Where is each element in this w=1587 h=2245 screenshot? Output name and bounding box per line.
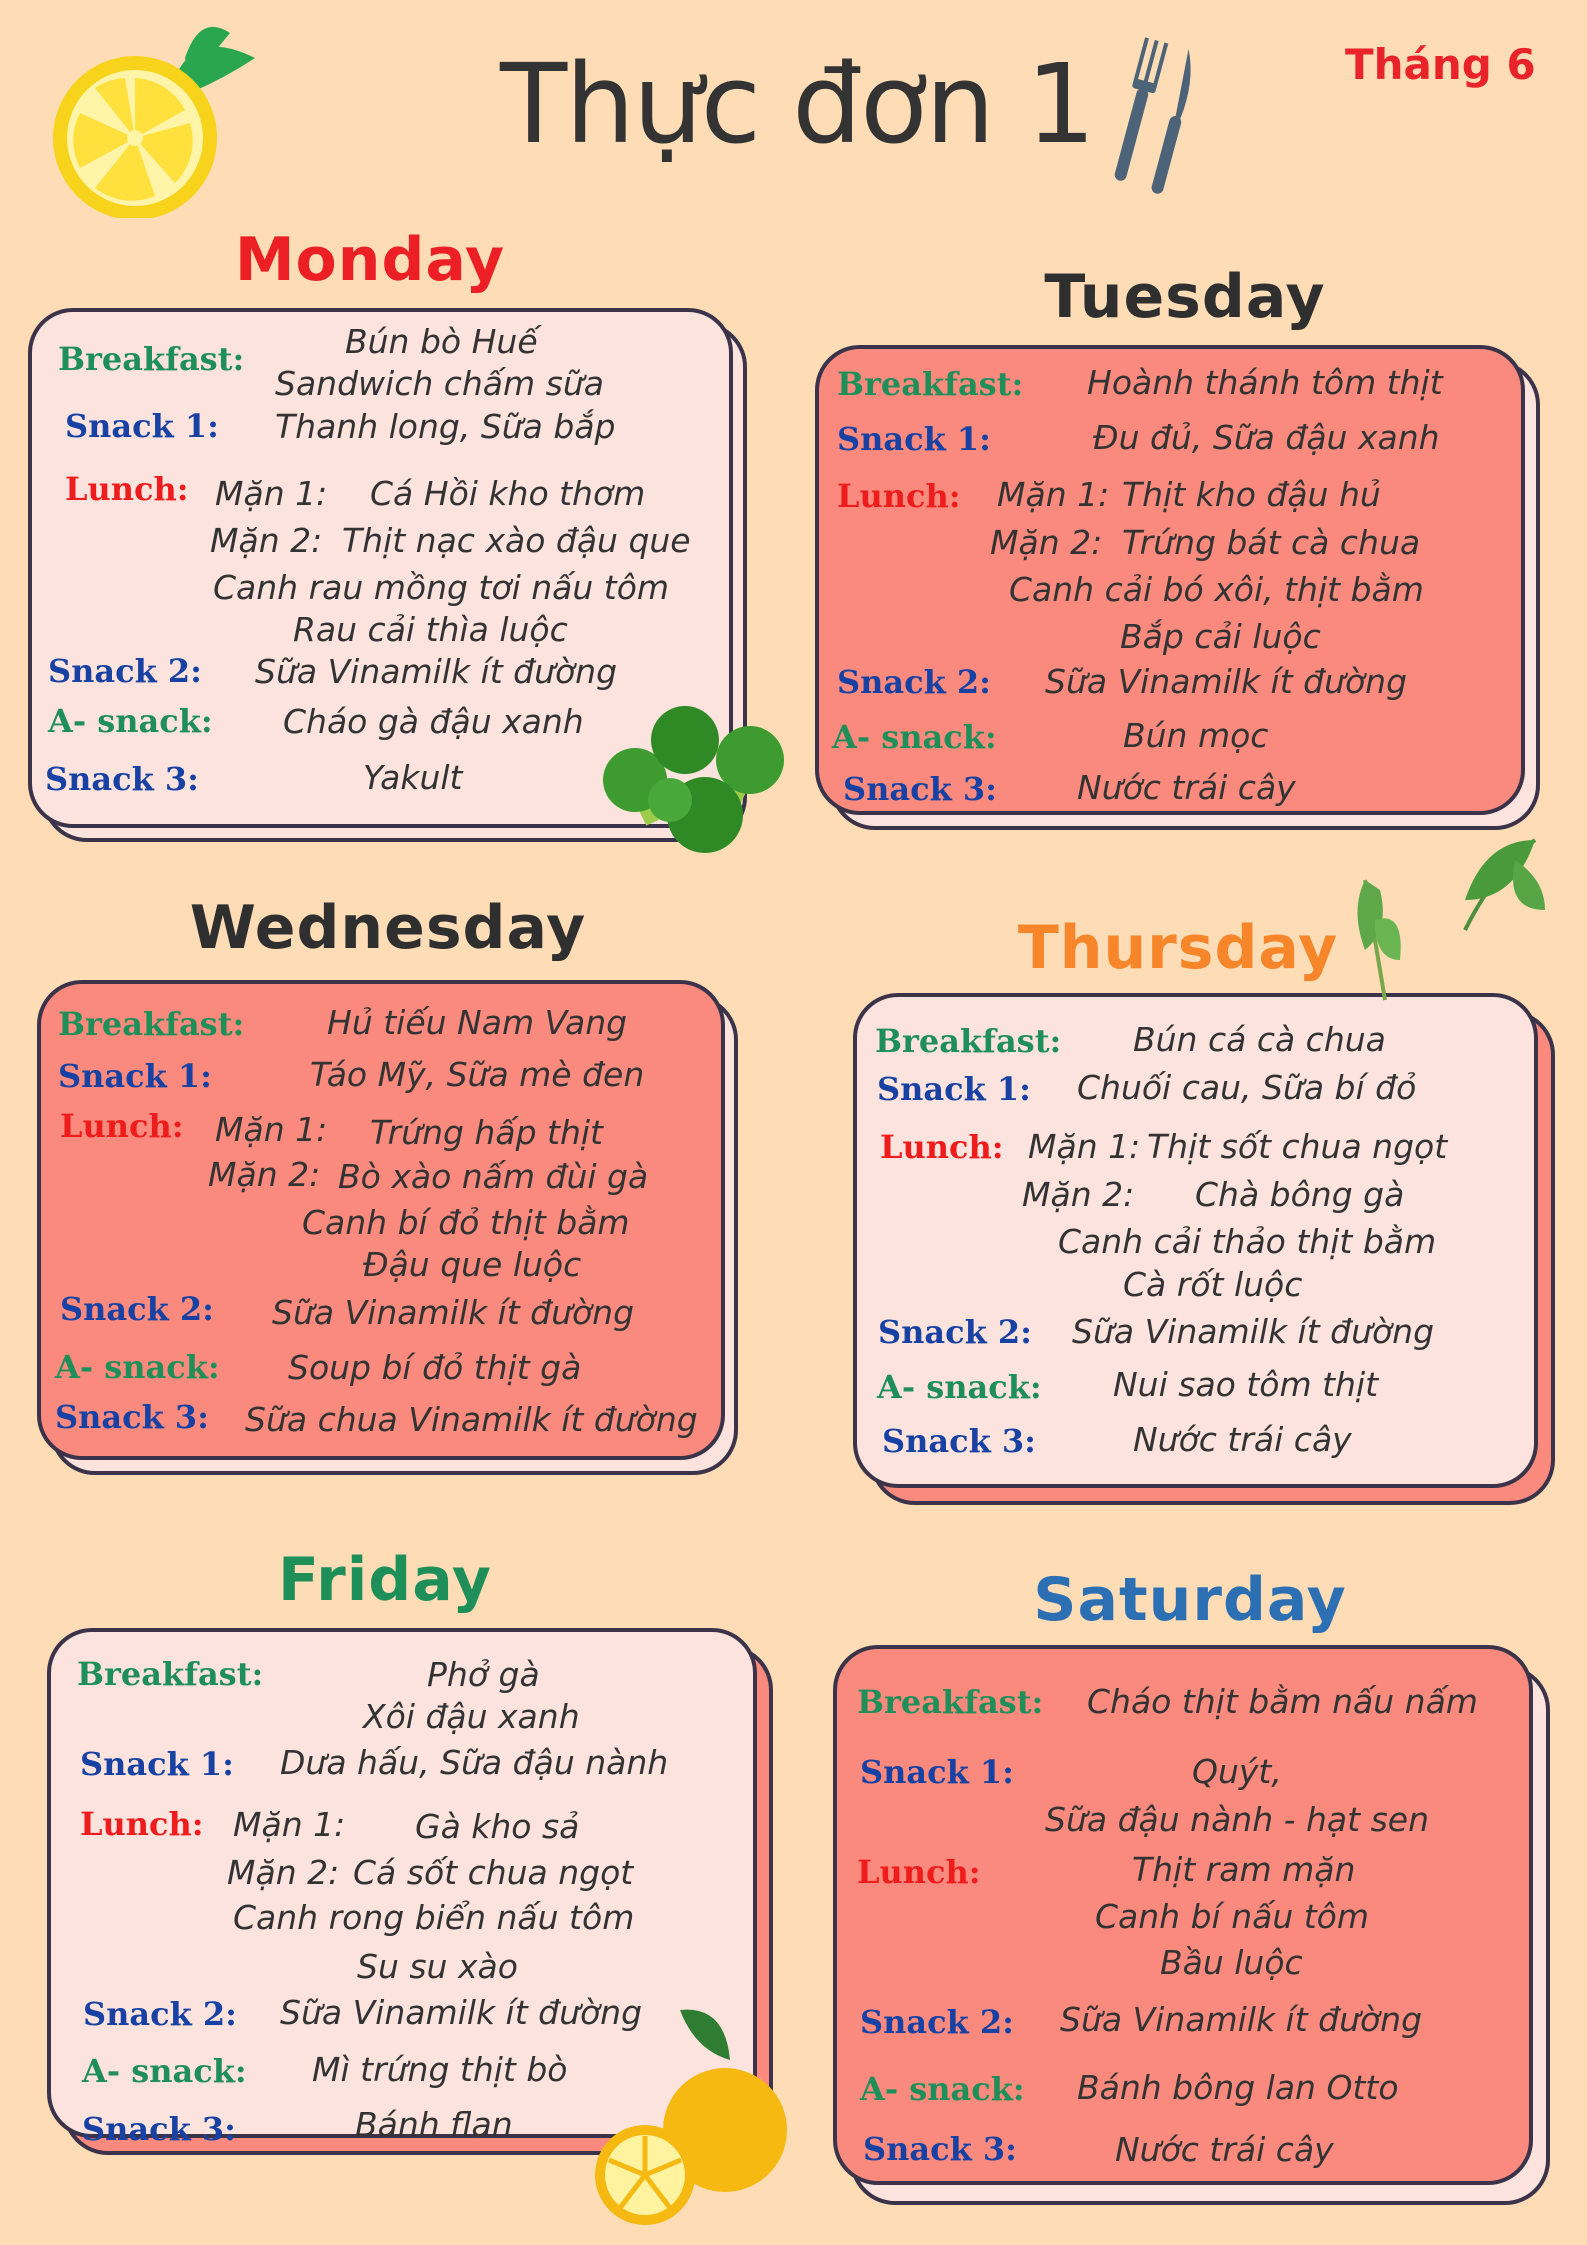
menu-item: Nước trái cây <box>1077 768 1296 807</box>
menu-item: Cá sốt chua ngọt <box>353 1853 634 1892</box>
snack2-label: Snack 2: <box>878 1313 1032 1351</box>
menu-item: Hoành thánh tôm thịt <box>1087 363 1443 402</box>
menu-item: Canh cải bó xôi, thịt bằm <box>1009 570 1424 609</box>
menu-item: Mặn 2: <box>227 1853 340 1892</box>
snack2-label: Snack 2: <box>83 1995 237 2033</box>
asnack-label: A- snack: <box>82 2052 247 2090</box>
snack3-label: Snack 3: <box>45 760 199 798</box>
menu-item: Thịt kho đậu hủ <box>1122 475 1381 514</box>
menu-item: Bầu luộc <box>1160 1943 1303 1982</box>
menu-item: Bò xào nấm đùi gà <box>338 1157 649 1196</box>
menu-item: Táo Mỹ, Sữa mè đen <box>310 1055 645 1094</box>
menu-item: Sữa Vinamilk ít đường <box>255 652 618 691</box>
menu-item: Sữa Vinamilk ít đường <box>1045 662 1408 701</box>
menu-item: Mặn 1: <box>215 1110 328 1149</box>
herb-leaves-icon <box>1345 820 1555 1010</box>
lunch-label: Lunch: <box>880 1128 1004 1166</box>
menu-item: Đậu que luộc <box>363 1245 582 1284</box>
menu-item: Sữa Vinamilk ít đường <box>280 1993 643 2032</box>
menu-item: Bánh bông lan Otto <box>1077 2068 1399 2107</box>
snack1-label: Snack 1: <box>837 420 991 458</box>
menu-item: Canh cải thảo thịt bằm <box>1058 1222 1437 1261</box>
breakfast-label: Breakfast: <box>875 1022 1062 1060</box>
menu-item: Chà bông gà <box>1195 1175 1405 1214</box>
menu-item: Soup bí đỏ thịt gà <box>288 1348 582 1387</box>
day-title-saturday: Saturday <box>1033 1565 1347 1635</box>
day-title-tuesday: Tuesday <box>1044 262 1326 332</box>
menu-item: Thịt sốt chua ngọt <box>1147 1127 1448 1166</box>
menu-item: Thịt ram mặn <box>1132 1850 1356 1889</box>
menu-item: Gà kho sả <box>415 1807 580 1846</box>
page-title: Thực đơn 1 <box>500 40 1094 168</box>
menu-item: Rau cải thìa luộc <box>293 610 568 649</box>
breakfast-label: Breakfast: <box>58 340 245 378</box>
menu-item: Bắp cải luộc <box>1120 617 1321 656</box>
menu-item: Bún bò Huế <box>345 322 538 361</box>
menu-item: Quýt, <box>1192 1752 1282 1791</box>
menu-item: Sữa đậu nành - hạt sen <box>1045 1800 1429 1839</box>
broccoli-icon <box>590 700 805 860</box>
menu-item: Trứng bát cà chua <box>1122 523 1421 562</box>
menu-item: Canh rau mồng tơi nấu tôm <box>213 568 670 607</box>
menu-item: Hủ tiếu Nam Vang <box>327 1003 628 1042</box>
breakfast-label: Breakfast: <box>837 365 1024 403</box>
menu-item: Bún cá cà chua <box>1133 1020 1386 1059</box>
menu-item: Cháo gà đậu xanh <box>283 702 584 741</box>
menu-item: Đu đủ, Sữa đậu xanh <box>1093 418 1440 457</box>
asnack-label: A- snack: <box>48 702 213 740</box>
menu-item: Mì trứng thịt bò <box>312 2050 568 2089</box>
snack3-label: Snack 3: <box>843 770 997 808</box>
menu-item: Mặn 2: <box>210 521 323 560</box>
menu-item: Bánh flan <box>355 2105 513 2144</box>
day-title-friday: Friday <box>277 1545 492 1615</box>
lunch-label: Lunch: <box>60 1107 184 1145</box>
menu-item: Sữa chua Vinamilk ít đường <box>245 1400 698 1439</box>
menu-item: Sữa Vinamilk ít đường <box>1072 1312 1435 1351</box>
day-title-wednesday: Wednesday <box>189 893 587 963</box>
snack1-label: Snack 1: <box>65 407 219 445</box>
menu-item: Mặn 1: <box>215 474 328 513</box>
menu-item: Sữa Vinamilk ít đường <box>1060 2000 1423 2039</box>
menu-item: Cháo thịt bằm nấu nấm <box>1087 1682 1478 1721</box>
snack2-label: Snack 2: <box>48 652 202 690</box>
snack1-label: Snack 1: <box>58 1057 212 1095</box>
snack3-label: Snack 3: <box>882 1422 1036 1460</box>
menu-item: Canh rong biển nấu tôm <box>233 1898 635 1937</box>
day-title-thursday: Thursday <box>1017 913 1339 983</box>
menu-item: Phở gà <box>427 1655 540 1694</box>
menu-item: Mặn 2: <box>990 523 1103 562</box>
menu-item: Su su xào <box>357 1947 518 1986</box>
menu-item: Sandwich chấm sữa <box>275 364 604 403</box>
menu-item: Bún mọc <box>1123 716 1269 755</box>
breakfast-label: Breakfast: <box>857 1683 1044 1721</box>
menu-item: Thịt nạc xào đậu que <box>342 521 691 560</box>
month-label: Tháng 6 <box>1345 40 1536 89</box>
menu-item: Mặn 1: <box>997 475 1110 514</box>
lunch-label: Lunch: <box>857 1853 981 1891</box>
lunch-label: Lunch: <box>65 470 189 508</box>
asnack-label: A- snack: <box>860 2070 1025 2108</box>
snack3-label: Snack 3: <box>82 2110 236 2148</box>
snack3-label: Snack 3: <box>863 2130 1017 2168</box>
day-title-monday: Monday <box>234 225 506 295</box>
menu-item: Trứng hấp thịt <box>370 1113 603 1152</box>
asnack-label: A- snack: <box>55 1348 220 1386</box>
snack2-label: Snack 2: <box>860 2003 1014 2041</box>
snack1-label: Snack 1: <box>877 1070 1031 1108</box>
menu-item: Chuối cau, Sữa bí đỏ <box>1077 1068 1417 1107</box>
asnack-label: A- snack: <box>832 718 997 756</box>
lunch-label: Lunch: <box>80 1805 204 1843</box>
fork-knife-icon <box>1085 30 1205 200</box>
menu-item: Cà rốt luộc <box>1123 1265 1303 1304</box>
menu-item: Mặn 2: <box>1022 1175 1135 1214</box>
menu-item: Dưa hấu, Sữa đậu nành <box>280 1743 669 1782</box>
lunch-label: Lunch: <box>837 477 961 515</box>
menu-item: Nước trái cây <box>1115 2130 1334 2169</box>
snack2-label: Snack 2: <box>60 1290 214 1328</box>
asnack-label: A- snack: <box>877 1368 1042 1406</box>
menu-item: Xôi đậu xanh <box>363 1697 580 1736</box>
menu-item: Mặn 1: <box>233 1805 346 1844</box>
menu-item: Thanh long, Sữa bắp <box>275 407 616 446</box>
snack1-label: Snack 1: <box>80 1745 234 1783</box>
breakfast-label: Breakfast: <box>77 1655 264 1693</box>
menu-item: Nui sao tôm thịt <box>1113 1365 1379 1404</box>
menu-item: Nước trái cây <box>1133 1420 1352 1459</box>
menu-item: Mặn 1: <box>1028 1127 1141 1166</box>
menu-item: Sữa Vinamilk ít đường <box>272 1293 635 1332</box>
menu-item: Canh bí nấu tôm <box>1095 1897 1370 1936</box>
snack2-label: Snack 2: <box>837 663 991 701</box>
menu-item: Yakult <box>363 758 463 797</box>
menu-item: Cá Hồi kho thơm <box>370 474 646 513</box>
snack3-label: Snack 3: <box>55 1398 209 1436</box>
breakfast-label: Breakfast: <box>58 1005 245 1043</box>
lemon-slice-icon <box>25 18 275 218</box>
lemon-icon <box>585 1990 800 2240</box>
menu-item: Canh bí đỏ thịt bằm <box>302 1203 630 1242</box>
menu-item: Mặn 2: <box>208 1155 321 1194</box>
snack1-label: Snack 1: <box>860 1753 1014 1791</box>
